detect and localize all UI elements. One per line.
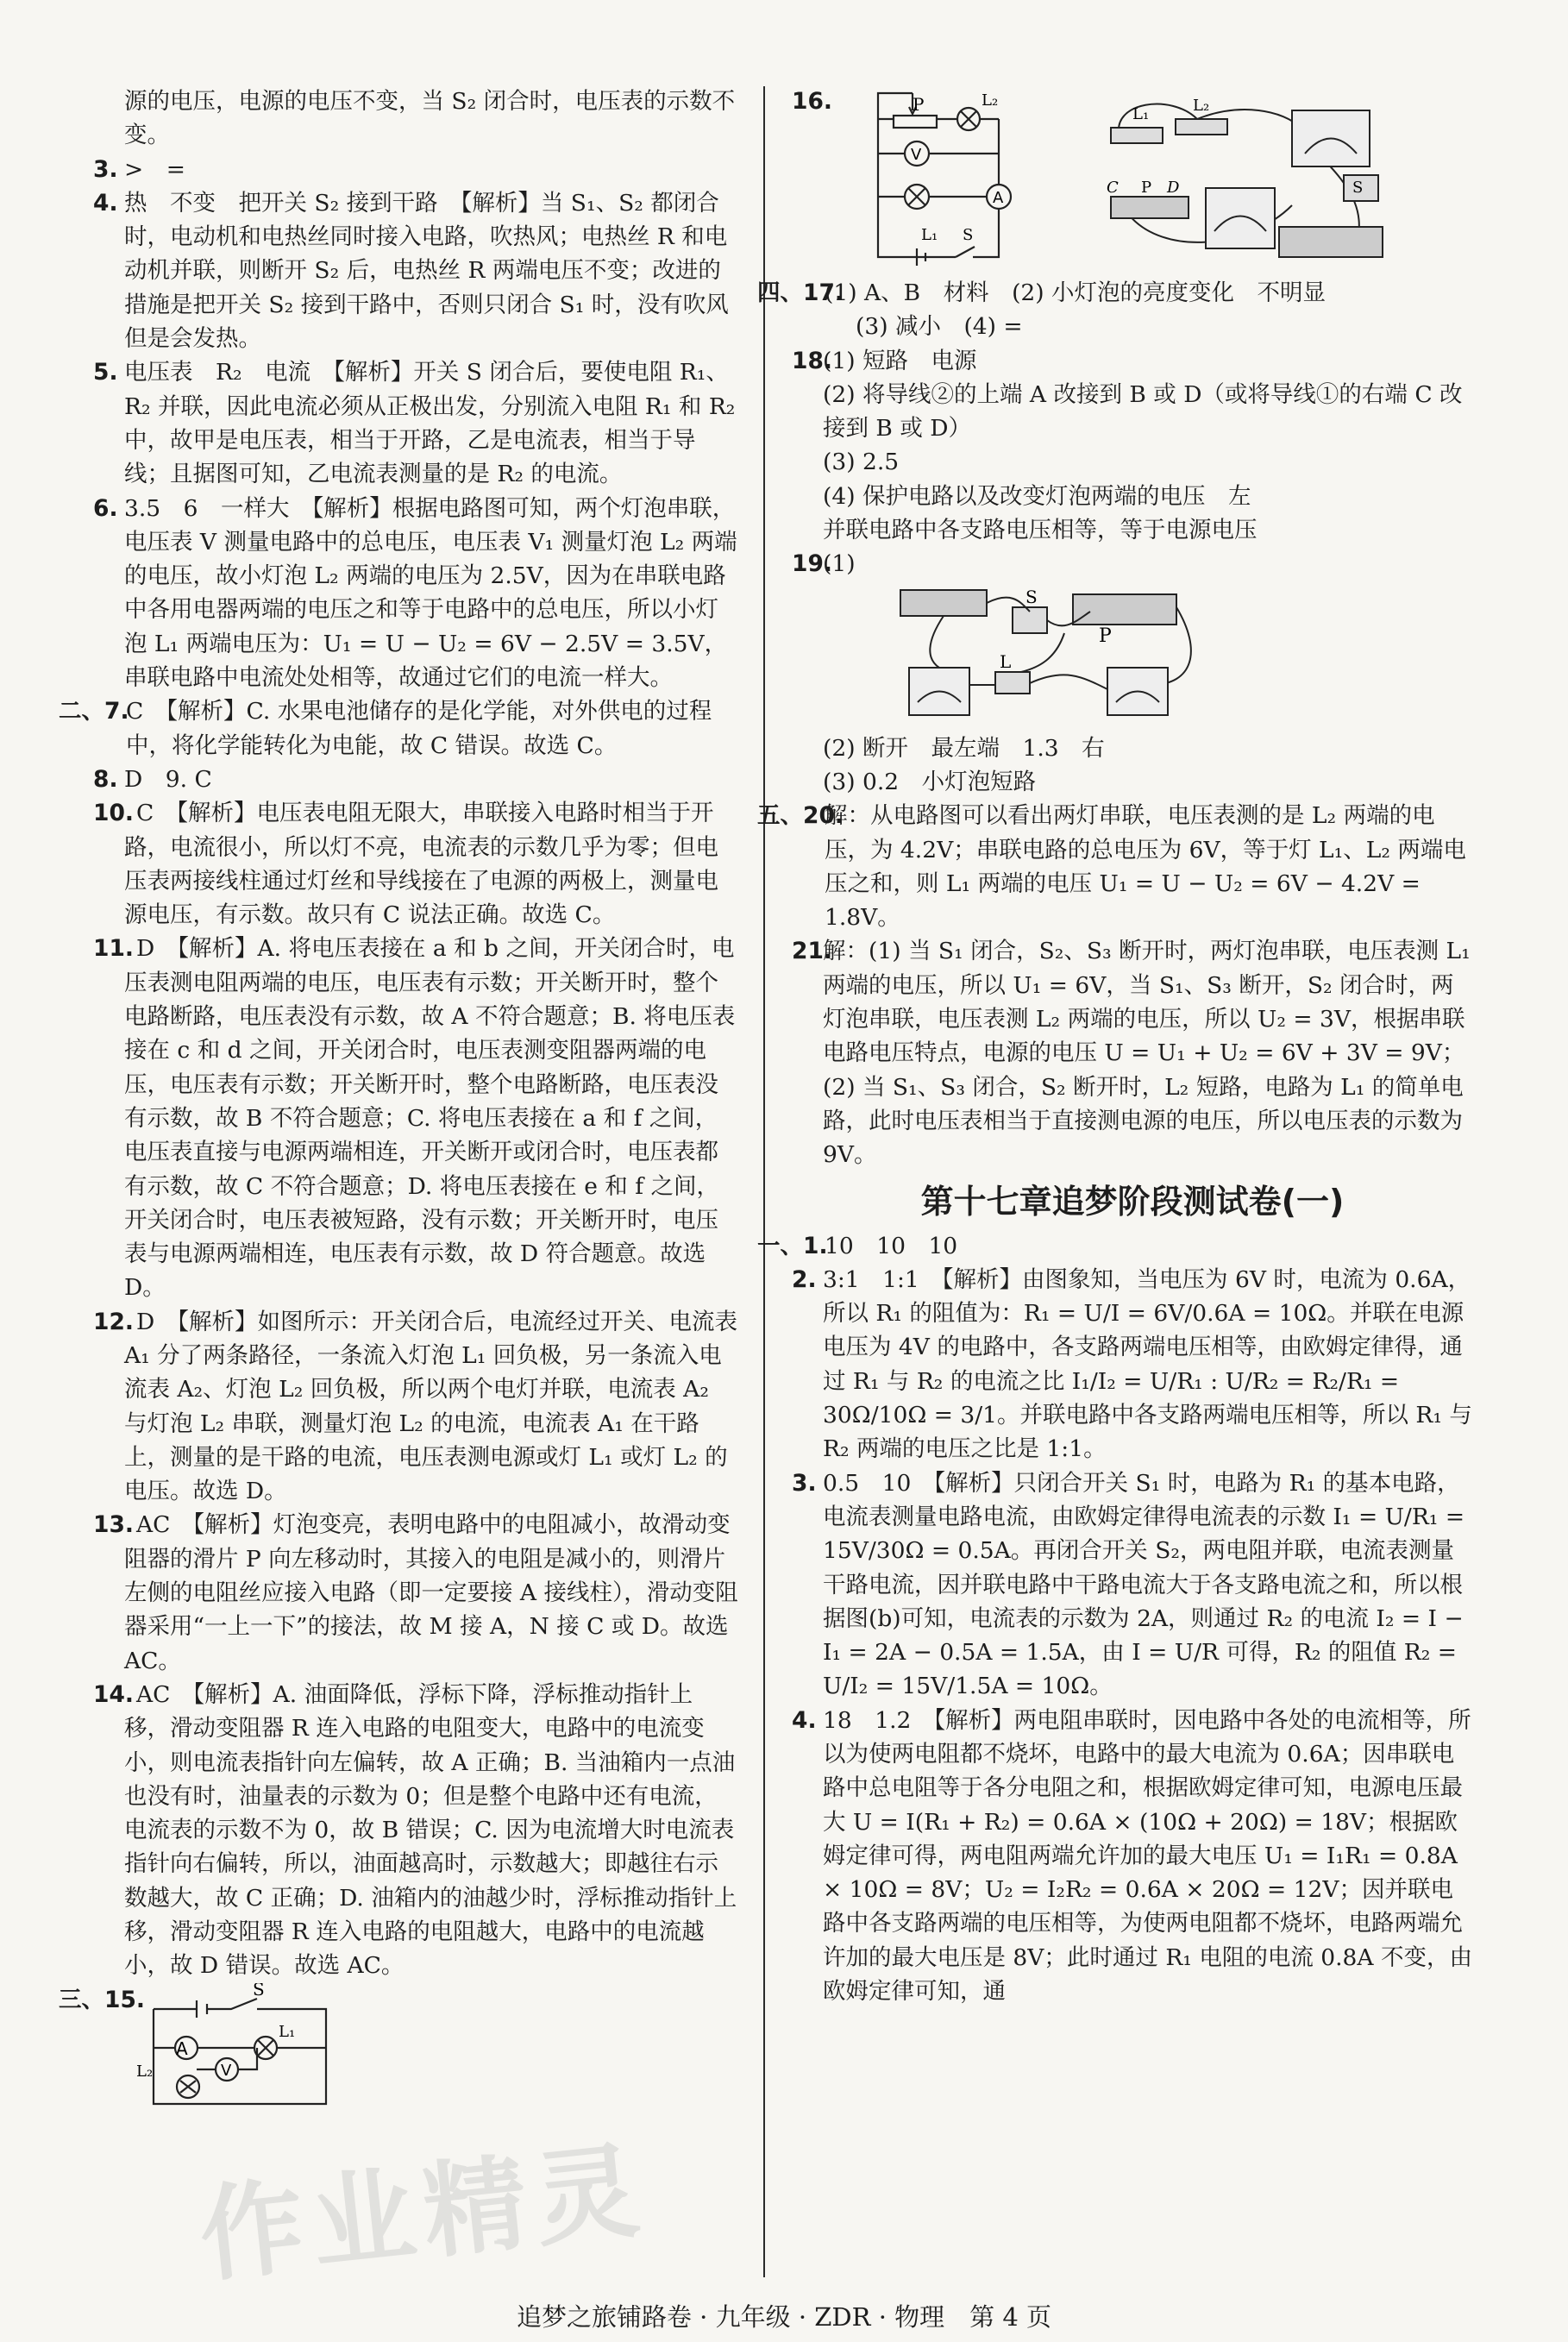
answer-21-part-2: (2) 当 S₁、S₃ 闭合，S₂ 断开时，L₂ 短路，电路为 L₁ 的简单电路，此时电压表相当于直接测电源的电压，所以电压表的示数为 9V。 xyxy=(823,1073,1464,1169)
answer-20: 五、20. 解：从电路图可以看出两灯串联，电压表测的是 L₂ 两端的电压，为 4.2V；串联电路的总电压为 6V，等于灯 L₁、L₂ 两端电压之和，则 L₁ 两端的电压 U₁ = U − U₂ = 6V − 4.2V = 1.8V。 xyxy=(757,802,1466,932)
lamp-l2-label: L₂ xyxy=(136,2062,154,2081)
physical-l1-label: L₁ xyxy=(1132,105,1150,123)
answer-21: 21. 解：(1) 当 S₁ 闭合，S₂、S₃ 断开时，两灯泡串联，电压表测 L₁ 两端的电压，所以 U₁ = 6V，当 S₁、S₃ 断开，S₂ 闭合时，两灯泡串联，电压表测 L₂ 两端的电压，所以 U₂ = 3V，根据串联电路电压特点，电源的电压 U = U₁ + U₂ = 6V + 3V = 9V； xyxy=(792,938,1471,1067)
terminal-c-label: C xyxy=(1107,179,1119,197)
answer-18: 18. (1) 短路 电源 (2) 将导线②的上端 A 改接到 B 或 D（或将导线①的右端 C 改接到 B 或 D） (3) 2.5 (4) 保护电路以及改变灯泡两端的电压 左 并联电路中各支路电压相等，等于电源电压 xyxy=(792,344,1473,548)
slider-p-label: P xyxy=(913,94,925,115)
answer-18-line-3: (3) 2.5 xyxy=(823,449,900,476)
lamp-l1-label-16: L₁ xyxy=(921,226,938,244)
physical-p-label: P xyxy=(1141,179,1152,197)
answer-19: 19. (1) S P L (2) 断开 最左端 1.3 右 (3) 0.2 小灯泡短路 xyxy=(792,547,1473,799)
circuit-diagram-16 xyxy=(844,85,1051,266)
lamp-label-19: L xyxy=(1000,650,1012,672)
physical-switch-label: S xyxy=(1352,179,1364,197)
answer-19-part-1: (1) xyxy=(823,550,856,578)
answer-2-continued: 源的电压，电源的电压不变，当 S₂ 闭合时，电压表的示数不变。 xyxy=(124,88,736,149)
physical-l2-label: L₂ xyxy=(1193,97,1210,115)
terminal-d-label: D xyxy=(1167,179,1180,197)
chapter-title: 第十七章追梦阶段测试卷(一) xyxy=(920,1182,1345,1221)
column-divider xyxy=(763,86,765,2277)
ammeter-label: A xyxy=(176,2037,188,2059)
answer-11: 11. D 【解析】A. 将电压表接在 a 和 b 之间，开关闭合时，电压表测电阻两端的电压，电压表有示数；开关断开时，整个电路断路，电压表没有示数，故 A 不符合题意；B. 将电压表接在 c 和 d 之间，开关闭合时，电压表测变阻器两端的电压，电压表有示数；开关断开时，整个电路断路，电压表没有示数，故 B 不符合题意；C. 将电压表接在 a 和 f 之间，电压表直接与电源两端相连，开关断开或闭合时，电压表都有示数，故 C 不符合题意；D. 将电压表接在 e 和 f 之间，开关闭合时，电压表被短路，没有示数；开关断开时，电压表与电源两端相连，电压表有示数，故 D 符合题意。故选 D。 xyxy=(93,935,736,1302)
answer-13: 13. AC 【解析】灯泡变亮，表明电路中的电阻减小，故滑动变阻器的滑片 P 向左移动时，其接入的电阻是减小的，则滑片左侧的电阻丝应接入电路（即一定要接 A 接线柱），滑动变阻器采用“一上一下”的接法，故 M 接 A，N 接 C 或 D。故选 AC。 xyxy=(93,1511,738,1674)
test-answer-3: 3. 0.5 10 【解析】只闭合开关 S₁ 时，电路为 R₁ 的基本电路，电流表测量电路电流，由欧姆定律得电流表的示数 I₁ = U/R₁ = 15V/30Ω = 0.5A。再闭合开关 S₂，两电阻并联，电流表测量干路电流，因并联电路中干路电流大于各支路电流之和，所以根据图(b)可知，电流表的示数为 2A，则通过 R₂ 的电流 I₂ = I − I₁ = 2A − 0.5A = 1.5A，由 I = U/R 可得，R₂ 的阻值 R₂ = U/I₂ = 15V/1.5A = 10Ω。 xyxy=(792,1469,1465,1700)
answer-15: 三、15. A V S L₁ L₂ xyxy=(59,1983,738,2113)
answer-19-part-3: (3) 0.2 小灯泡短路 xyxy=(823,768,1037,795)
answer-5: 5. 电压表 R₂ 电流 【解析】开关 S 闭合后，要使电阻 R₁、R₂ 并联，因此电流必须从正极出发，分别流入电阻 R₁ 和 R₂ 中，故甲是电压表，相当于开路，乙是电流表，相当于导线；且据图可知，乙电流表测量的是 R₂ 的电流。 xyxy=(93,359,736,488)
slider-p-label-19: P xyxy=(1099,625,1112,647)
test-answer-2: 2. 3:1 1:1 【解析】由图象知，当电压为 6V 时，电流为 0.6A，所以 R₁ 的阻值为：R₁ = U/I = 6V/0.6A = 10Ω。并联在电源电压为 4V 的电路中，各支路两端电压相等，由欧姆定律得，通过 R₁ 与 R₂ 的电流之比 I₁/I₂ = U/R₁ : U/R₂ = R₂/R₁ = 30Ω/10Ω = 3/1。并联电路中各支路两端电压相等，所以 R₁ 与 R₂ 两端的电压之比是 1:1。 xyxy=(792,1265,1472,1463)
answer-8-9: 8. D 9. C xyxy=(93,765,212,793)
left-column xyxy=(59,85,738,2113)
answer-12: 12. D 【解析】如图所示：开关闭合后，电流经过开关、电流表 A₁ 分了两条路径，一条流入灯泡 L₁ 回负极，另一条流入电流表 A₂、灯泡 L₂ 回负极，所以两个电灯并联，电流表 A₂ 与灯泡 L₂ 串联，测量灯泡 L₂ 的电流，电流表 A₁ 在干路上，测量的是干路的电流，电压表测电源或灯 L₁ 或灯 L₂ 的电压。故选 D。 xyxy=(93,1308,737,1505)
switch-label: S xyxy=(253,1982,265,2000)
lamp-l2-label-16: L₂ xyxy=(982,91,999,110)
right-column xyxy=(757,85,1473,2008)
answer-17-continued: (3) 减小 (4) = xyxy=(856,313,1023,341)
answer-10: 10. C 【解析】电压表电阻无限大，串联接入电路时相当于开路，电流很小，所以灯不亮，电流表的示数几乎为零；但电压表两接线柱通过灯丝和导线接在了电源的两极上，测量电源电压，有示数。故只有 C 说法正确。故选 C。 xyxy=(93,800,718,929)
physical-circuit-16 xyxy=(1094,85,1404,274)
page-footer: 追梦之旅铺路卷 · 九年级 · ZDR · 物理 第 4 页 xyxy=(516,2302,1052,2332)
circuit-diagram-15 xyxy=(136,1983,343,2113)
voltmeter-label: V xyxy=(221,2061,232,2080)
answer-18-line-1: (1) 短路 电源 xyxy=(823,347,977,374)
answer-18-line-5: 并联电路中各支路电压相等，等于电源电压 xyxy=(823,517,1258,544)
watermark: 作业精灵 xyxy=(194,2131,653,2297)
switch-label-19: S xyxy=(1025,586,1038,607)
answer-4: 4. 热 不变 把开关 S₂ 接到干路 【解析】当 S₁、S₂ 都闭合时，电动机和电热丝同时接入电路，吹热风；电热丝 R 和电动机并联，则断开 S₂ 后，电热丝 R 两端电压不变；改进的措施是把开关 S₂ 接到干路中，否则只闭合 S₁ 时，没有吹风但是会发热。 xyxy=(93,189,729,353)
ammeter-label-16: A xyxy=(993,189,1004,207)
answer-17: 四、17. (1) A、B 材料 (2) 小灯泡的亮度变化 不明显 xyxy=(757,279,1327,306)
physical-circuit-19 xyxy=(892,581,1202,728)
answer-19-part-2: (2) 断开 最左端 1.3 右 xyxy=(823,734,1105,762)
lamp-l1-label: L₁ xyxy=(279,2022,296,2041)
answer-14: 14. AC 【解析】A. 油面降低，浮标下降，浮标推动指针上移，滑动变阻器 R 连入电路的电阻变大，电路中的电流变小，则电流表指针向左偏转，故 A 正确；B. 当油箱内一点油也没有时，油量表的示数为 0；但是整个电路中还有电流，电流表的示数不为 0，故 B 错误；C. 因为电流增大时电流表指针向右偏转，所以，油面越高时，示数越大；即越往右示数越大，故 C 正确；D. 油箱内的油越少时，浮标推动指针上移，滑动变阻器 R 连入电路的电阻越大，电路中的电流越小，故 D 错误。故选 AC。 xyxy=(93,1680,737,1980)
answer-7: 二、7. C 【解析】C. 水果电池储存的是化学能，对外供电的过程中，将化学能转化为电能，故 C 错误。故选 C。 xyxy=(59,698,712,759)
test-answer-1: 一、1. 10 10 10 xyxy=(757,1232,958,1259)
test-answer-4: 4. 18 1.2 【解析】两电阻串联时，因电路中各处的电流相等，所以为使两电阻都不烧坏，电路中的最大电流为 0.6A；因串联电路中总电阻等于各分电阻之和，根据欧姆定律可知，电源电压最大 U = I(R₁ + R₂) = 0.6A × (10Ω + 20Ω) = 18V；根据欧姆定律可得，两电阻两端允许加的最大电压 U₁ = I₁R₁ = 0.8A × 10Ω = 8V；U₂ = I₂R₂ = 0.6A × 20Ω = 12V；因并联电路中各支路两端的电压相等，为使两电阻都不烧坏，电路两端允许加的最大电压是 8V；此时通过 R₁ 电阻的电流 0.8A 不变，由欧姆定律可知，通 xyxy=(792,1706,1472,2006)
switch-label-16: S xyxy=(963,226,974,244)
answer-18-line-4: (4) 保护电路以及改变灯泡两端的电压 左 xyxy=(823,482,1251,510)
voltmeter-label-16: V xyxy=(911,146,922,164)
answer-3: 3. > = xyxy=(93,155,185,183)
answer-6: 6. 3.5 6 一样大 【解析】根据电路图可知，两个灯泡串联，电压表 V 测量电路中的总电压，电压表 V₁ 测量灯泡 L₂ 两端的电压，故小灯泡 L₂ 两端的电压为 2.5V，因为在串联电路中各用电器两端的电压之和等于电路中的总电压，所以小灯泡 L₁ 两端电压为：U₁ = U − U₂ = 6V − 2.5V = 3.5V，串联电路中电流处处相等，故通过它们的电流一样大。 xyxy=(93,494,737,692)
answer-18-line-2: (2) 将导线②的上端 A 改接到 B 或 D（或将导线①的右端 C 改接到 B 或 D） xyxy=(823,380,1463,443)
answer-16: 16. P L₂ V A L₁ S L₁ L₂ C P D S xyxy=(792,85,1473,276)
